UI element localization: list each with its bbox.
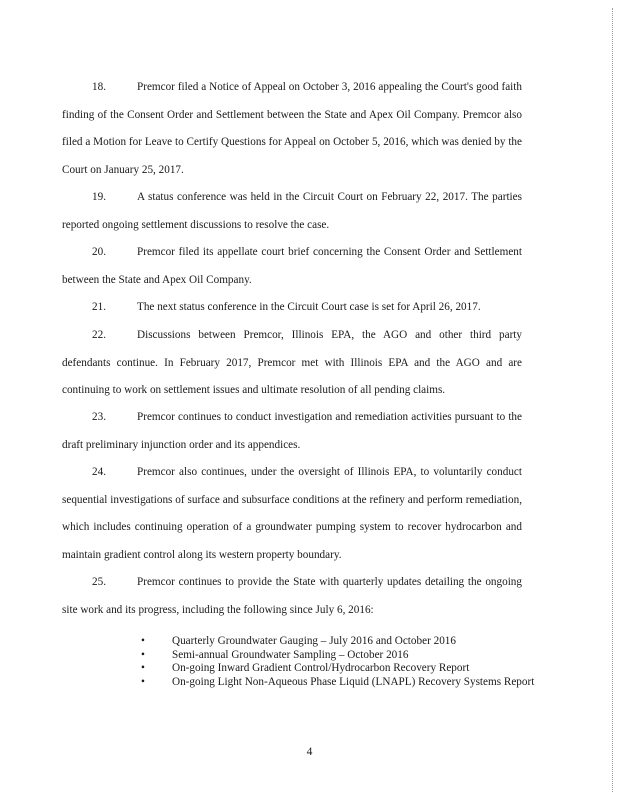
paragraph-text: A status conference was held in the Circuit Court on February 22, 2017. The parties reported ongoing settlement discussions to resolve the case. xyxy=(62,191,522,231)
paragraph-text: Premcor filed a Notice of Appeal on October 3, 2016 appealing the Court's good faith finding of the Consent Order and Settlement between the State and Apex Oil Company. Premcor also filed a Motion for Leave to Certify Questions for Appeal on October 5, 2016, which was denied by the Court on January 25, 2017. xyxy=(62,81,522,176)
paragraph-number: 20. xyxy=(92,246,106,258)
list-item xyxy=(138,676,538,689)
paragraph-number: 21. xyxy=(92,301,106,313)
paragraph-22 xyxy=(62,322,522,405)
paragraph-text: Premcor continues to provide the State with quarterly updates detailing the ongoing site work and its progress, including the following since July 6, 2016: xyxy=(62,576,522,616)
paragraph-number: 23. xyxy=(92,411,106,423)
paragraph-23 xyxy=(62,404,522,459)
bullet-list xyxy=(138,635,538,689)
paragraph-text: The next status conference in the Circuit Court case is set for April 26, 2017. xyxy=(137,301,481,313)
paragraph-24 xyxy=(62,459,522,569)
paragraph-number: 22. xyxy=(92,329,106,341)
list-item-text: Quarterly Groundwater Gauging – July 2016 and October 2016 xyxy=(172,635,456,647)
list-item xyxy=(138,649,538,662)
paragraph-number: 18. xyxy=(92,81,106,93)
bullet-icon: • xyxy=(141,675,145,688)
list-item xyxy=(138,662,538,675)
paragraph-20 xyxy=(62,239,522,294)
paragraph-25 xyxy=(62,569,522,624)
paragraph-number: 19. xyxy=(92,191,106,203)
page-number: 4 xyxy=(306,746,313,758)
paragraph-text: Premcor filed its appellate court brief concerning the Consent Order and Settlement between the State and Apex Oil Company. xyxy=(62,246,522,286)
bullet-icon: • xyxy=(141,662,145,674)
paragraph-text: Premcor continues to conduct investigation and remediation activities pursuant to the draft preliminary injunction order and its appendices. xyxy=(62,411,522,451)
bullet-icon: • xyxy=(141,635,145,647)
list-item-text: On-going Inward Gradient Control/Hydrocarbon Recovery Report xyxy=(172,662,470,674)
margin-rule xyxy=(612,8,613,792)
paragraph-text: Discussions between Premcor, Illinois EPA, the AGO and other third party defendants continue. In February 2017, Premcor met with Illinois EPA and the AGO and are continuing to work on settlement issues and ultimate resolution of all pending claims. xyxy=(62,329,522,396)
paragraph-18 xyxy=(62,74,522,184)
paragraph-number: 25. xyxy=(92,576,106,588)
paragraph-text: Premcor also continues, under the oversight of Illinois EPA, to voluntarily conduct sequential investigations of surface and subsurface conditions at the refinery and perform remediation, which includes continuing operation of a groundwater pumping system to recover hydrocarbon and maintain gradient control along its western property boundary. xyxy=(62,466,522,561)
paragraph-19 xyxy=(62,184,522,239)
bullet-icon: • xyxy=(141,648,145,661)
paragraph-number: 24. xyxy=(92,466,106,478)
list-item xyxy=(138,635,538,648)
paragraph-21 xyxy=(62,294,522,322)
list-item-text: On-going Light Non-Aqueous Phase Liquid (LNAPL) Recovery Systems Report xyxy=(172,675,535,688)
list-item-text: Semi-annual Groundwater Sampling – October 2016 xyxy=(172,648,409,661)
